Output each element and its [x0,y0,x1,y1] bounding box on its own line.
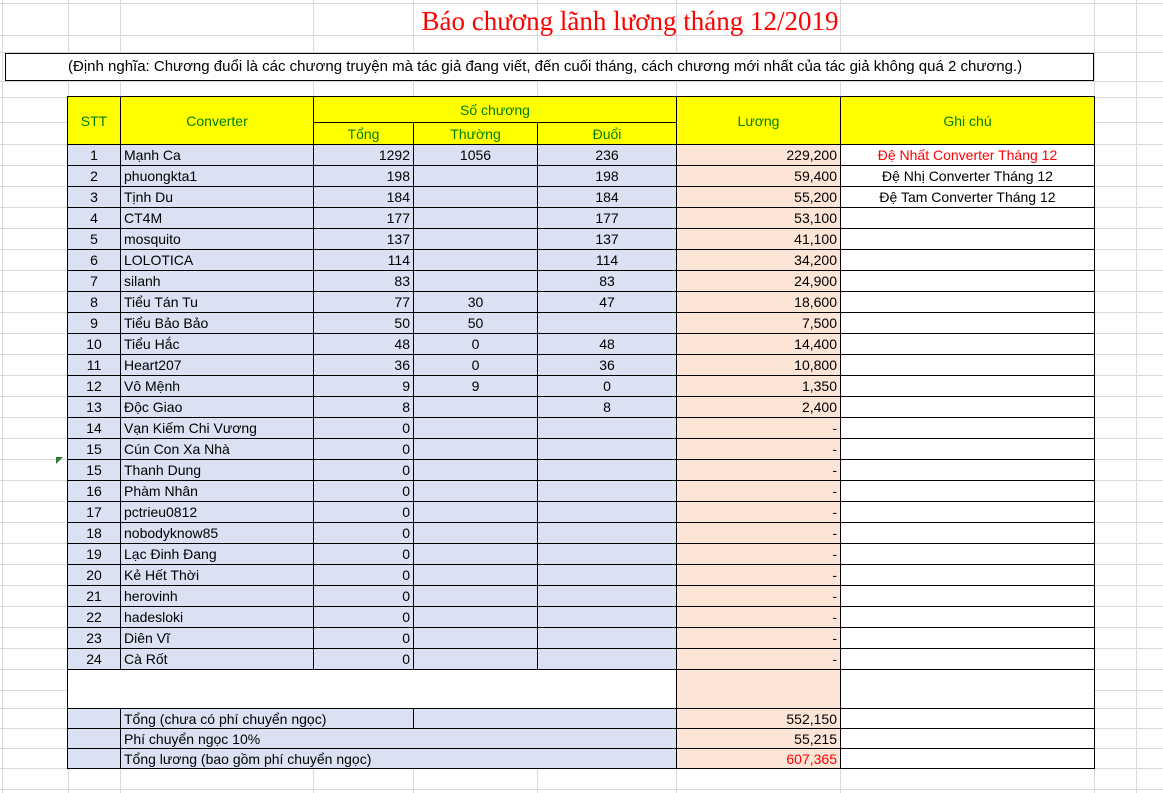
tong-value-cell[interactable]: 184 [314,187,414,208]
converter-name-cell[interactable]: herovinh [121,586,314,607]
stt-cell[interactable]: 16 [68,481,121,502]
duoi-value-cell[interactable] [538,565,677,586]
tong-value-cell[interactable]: 177 [314,208,414,229]
table-row [68,292,1095,313]
tong-value-cell[interactable]: 114 [314,250,414,271]
converter-name-cell[interactable]: Thanh Dung [121,460,314,481]
thuong-value-cell[interactable]: 30 [414,292,538,313]
note-cell[interactable] [841,607,1095,628]
stt-cell[interactable]: 8 [68,292,121,313]
table-body [68,145,1095,670]
luong-value-cell[interactable]: - [677,460,841,481]
thuong-value-cell[interactable]: 0 [414,355,538,376]
stt-cell[interactable]: 6 [68,250,121,271]
tong-value-cell[interactable]: 48 [314,334,414,355]
luong-value-cell[interactable]: 55,200 [677,187,841,208]
luong-value-cell[interactable]: 34,200 [677,250,841,271]
converter-name-cell[interactable]: Tịnh Du [121,187,314,208]
thuong-value-cell[interactable] [414,628,538,649]
report-title[interactable]: Báo chương lãnh lương tháng 12/2019 [421,6,839,36]
converter-name-cell[interactable]: Phàm Nhân [121,481,314,502]
stt-cell[interactable]: 20 [68,565,121,586]
spacer-note-cell[interactable] [841,670,1095,709]
converter-name-cell[interactable]: Vô Mệnh [121,376,314,397]
stt-cell[interactable]: 15 [68,460,121,481]
luong-value-cell[interactable]: - [677,544,841,565]
duoi-value-cell[interactable]: 36 [538,355,677,376]
summary-empty-cell[interactable] [68,709,121,729]
note-cell[interactable]: Đệ Nhị Converter Tháng 12 [841,166,1095,187]
summary-empty-cell[interactable] [68,749,121,769]
stt-cell[interactable]: 14 [68,418,121,439]
duoi-value-cell[interactable] [538,481,677,502]
thuong-value-cell[interactable] [414,523,538,544]
duoi-value-cell[interactable] [538,586,677,607]
stt-cell[interactable]: 15 [68,439,121,460]
thuong-value-cell[interactable]: 9 [414,376,538,397]
table-row [68,229,1095,250]
luong-value-cell[interactable]: 59,400 [677,166,841,187]
converter-name-cell[interactable]: LOLOTICA [121,250,314,271]
luong-value-cell[interactable]: - [677,439,841,460]
converter-name-cell[interactable]: Tiểu Hắc [121,334,314,355]
thuong-value-cell[interactable] [414,439,538,460]
luong-value-cell[interactable]: - [677,523,841,544]
error-indicator-triangle [56,457,63,464]
thuong-value-cell[interactable]: 0 [414,334,538,355]
duoi-value-cell[interactable]: 47 [538,292,677,313]
thuong-value-cell[interactable] [414,271,538,292]
fee-label[interactable]: Phí chuyển ngọc 10% [121,729,677,749]
thuong-value-cell[interactable] [414,586,538,607]
converter-name-cell[interactable]: mosquito [121,229,314,250]
luong-value-cell[interactable]: 53,100 [677,208,841,229]
tong-value-cell[interactable]: 0 [314,544,414,565]
table-row [68,502,1095,523]
stt-cell[interactable]: 5 [68,229,121,250]
thuong-value-cell[interactable] [414,208,538,229]
duoi-value-cell[interactable] [538,649,677,670]
luong-value-cell[interactable]: 24,900 [677,271,841,292]
converter-name-cell[interactable]: Độc Giao [121,397,314,418]
summary-row-fee [68,729,1095,749]
converter-name-cell[interactable]: Lạc Đinh Đang [121,544,314,565]
thuong-value-cell[interactable] [414,250,538,271]
table-row [68,439,1095,460]
note-cell[interactable] [841,292,1095,313]
thuong-value-cell[interactable] [414,187,538,208]
duoi-value-cell[interactable] [538,313,677,334]
duoi-value-cell[interactable]: 198 [538,166,677,187]
tong-value-cell[interactable]: 0 [314,418,414,439]
luong-value-cell[interactable]: 2,400 [677,397,841,418]
converter-name-cell[interactable]: CT4M [121,208,314,229]
stt-cell[interactable]: 11 [68,355,121,376]
spacer-salary-cell[interactable] [677,670,841,709]
spacer-cell[interactable] [68,670,677,709]
summary-note-cell[interactable] [841,709,1095,729]
tong-value-cell[interactable]: 0 [314,460,414,481]
luong-value-cell[interactable]: - [677,586,841,607]
table-row [68,418,1095,439]
note-cell[interactable] [841,502,1095,523]
stt-cell[interactable]: 9 [68,313,121,334]
table-row [68,376,1095,397]
tong-value-cell[interactable]: 0 [314,628,414,649]
table-row [68,481,1095,502]
tong-value-cell[interactable]: 137 [314,229,414,250]
spacer-row [68,670,1095,709]
note-cell[interactable] [841,355,1095,376]
stt-cell[interactable]: 10 [68,334,121,355]
note-cell[interactable] [841,565,1095,586]
duoi-value-cell[interactable]: 184 [538,187,677,208]
note-cell[interactable] [841,523,1095,544]
converter-name-cell[interactable]: Cún Con Xa Nhà [121,439,314,460]
converter-name-cell[interactable]: Vạn Kiếm Chi Vương [121,418,314,439]
header-ghi-chu[interactable]: Ghi chú [841,97,1095,145]
subtotal-value[interactable]: 552,150 [677,709,841,729]
luong-value-cell[interactable]: - [677,481,841,502]
tong-value-cell[interactable]: 0 [314,523,414,544]
summary-note-cell[interactable] [841,729,1095,749]
note-cell[interactable] [841,649,1095,670]
table-row [68,628,1095,649]
stt-cell[interactable]: 21 [68,586,121,607]
note-cell[interactable] [841,334,1095,355]
converter-name-cell[interactable]: Heart207 [121,355,314,376]
table-row [68,334,1095,355]
luong-value-cell[interactable]: 7,500 [677,313,841,334]
header-stt[interactable]: STT [68,97,121,145]
stt-cell[interactable]: 24 [68,649,121,670]
duoi-value-cell[interactable]: 0 [538,376,677,397]
stt-cell[interactable]: 13 [68,397,121,418]
table-row [68,250,1095,271]
definition-note[interactable]: (Định nghĩa: Chương đuổi là các chương truyện mà tác giả đang viết, đến cuối tháng, cách chương mới nhất của tác giả không quá 2 chương.) [5,53,1094,81]
thuong-value-cell[interactable] [414,166,538,187]
stt-cell[interactable]: 2 [68,166,121,187]
luong-value-cell[interactable]: 14,400 [677,334,841,355]
thuong-value-cell[interactable] [414,460,538,481]
note-cell[interactable] [841,439,1095,460]
summary-empty-cell[interactable] [68,729,121,749]
thuong-value-cell[interactable] [414,607,538,628]
header-duoi[interactable]: Đuổi [538,123,677,145]
note-cell[interactable] [841,460,1095,481]
stt-cell[interactable]: 22 [68,607,121,628]
note-cell[interactable] [841,229,1095,250]
luong-value-cell[interactable]: - [677,649,841,670]
table-row [68,607,1095,628]
table-row [68,208,1095,229]
total-label[interactable]: Tổng lương (bao gồm phí chuyển ngọc) [121,749,677,769]
table-footer [68,670,1095,769]
total-value[interactable]: 607,365 [677,749,841,769]
tong-value-cell[interactable]: 0 [314,565,414,586]
thuong-value-cell[interactable] [414,418,538,439]
table-row [68,523,1095,544]
table-row [68,565,1095,586]
stt-cell[interactable]: 12 [68,376,121,397]
converter-name-cell[interactable]: silanh [121,271,314,292]
thuong-value-cell[interactable] [414,502,538,523]
table-row [68,313,1095,334]
luong-value-cell[interactable]: - [677,502,841,523]
luong-value-cell[interactable]: - [677,565,841,586]
summary-empty-cell[interactable] [414,709,677,729]
table-row [68,397,1095,418]
tong-value-cell[interactable]: 36 [314,355,414,376]
table-row [68,271,1095,292]
note-cell[interactable]: Đệ Tam Converter Tháng 12 [841,187,1095,208]
luong-value-cell[interactable]: 18,600 [677,292,841,313]
thuong-value-cell[interactable] [414,229,538,250]
table-row [68,166,1095,187]
tong-value-cell[interactable]: 0 [314,502,414,523]
table-row [68,355,1095,376]
luong-value-cell[interactable]: - [677,607,841,628]
subtotal-label[interactable]: Tổng (chưa có phí chuyển ngọc) [121,709,414,729]
note-cell[interactable] [841,313,1095,334]
note-cell[interactable] [841,376,1095,397]
table-row [68,586,1095,607]
note-cell[interactable] [841,418,1095,439]
stt-cell[interactable]: 4 [68,208,121,229]
converter-name-cell[interactable]: Mạnh Ca [121,145,314,166]
tong-value-cell[interactable]: 1292 [314,145,414,166]
converter-name-cell[interactable]: pctrieu0812 [121,502,314,523]
thuong-value-cell[interactable] [414,649,538,670]
note-cell[interactable] [841,481,1095,502]
stt-cell[interactable]: 19 [68,544,121,565]
salary-table [67,96,1095,769]
table-row [68,145,1095,166]
tong-value-cell[interactable]: 0 [314,586,414,607]
header-tong[interactable]: Tổng [314,123,414,145]
note-cell[interactable] [841,208,1095,229]
duoi-value-cell[interactable] [538,523,677,544]
note-cell[interactable] [841,250,1095,271]
duoi-value-cell[interactable] [538,628,677,649]
table-row [68,187,1095,208]
header-converter[interactable]: Converter [121,97,314,145]
tong-value-cell[interactable]: 83 [314,271,414,292]
luong-value-cell[interactable]: 1,350 [677,376,841,397]
luong-value-cell[interactable]: 229,200 [677,145,841,166]
thuong-value-cell[interactable]: 1056 [414,145,538,166]
fee-value[interactable]: 55,215 [677,729,841,749]
stt-cell[interactable]: 23 [68,628,121,649]
note-cell[interactable] [841,271,1095,292]
note-cell[interactable] [841,628,1095,649]
stt-cell[interactable]: 17 [68,502,121,523]
table-header [68,97,1095,145]
tong-value-cell[interactable]: 0 [314,439,414,460]
converter-name-cell[interactable]: Diên Vĩ [121,628,314,649]
duoi-value-cell[interactable] [538,607,677,628]
converter-name-cell[interactable]: Tiểu Bảo Bảo [121,313,314,334]
converter-name-cell[interactable]: Tiểu Tán Tu [121,292,314,313]
tong-value-cell[interactable]: 8 [314,397,414,418]
converter-name-cell[interactable]: Cà Rốt [121,649,314,670]
converter-name-cell[interactable]: nobodyknow85 [121,523,314,544]
stt-cell[interactable]: 18 [68,523,121,544]
table-row [68,544,1095,565]
tong-value-cell[interactable]: 0 [314,649,414,670]
tong-value-cell[interactable]: 9 [314,376,414,397]
note-cell[interactable]: Đệ Nhất Converter Tháng 12 [841,145,1095,166]
note-cell[interactable] [841,544,1095,565]
summary-note-cell[interactable] [841,749,1095,769]
duoi-value-cell[interactable] [538,439,677,460]
duoi-value-cell[interactable]: 48 [538,334,677,355]
header-thuong[interactable]: Thường [414,123,538,145]
header-luong[interactable]: Lương [677,97,841,145]
thuong-value-cell[interactable]: 50 [414,313,538,334]
thuong-value-cell[interactable] [414,544,538,565]
duoi-value-cell[interactable] [538,460,677,481]
tong-value-cell[interactable]: 0 [314,481,414,502]
duoi-value-cell[interactable]: 236 [538,145,677,166]
header-so-chuong[interactable]: Số chương [314,97,677,123]
tong-value-cell[interactable]: 50 [314,313,414,334]
table-row [68,460,1095,481]
tong-value-cell[interactable]: 0 [314,607,414,628]
duoi-value-cell[interactable]: 177 [538,208,677,229]
duoi-value-cell[interactable]: 114 [538,250,677,271]
converter-name-cell[interactable]: phuongkta1 [121,166,314,187]
table-row [68,649,1095,670]
luong-value-cell[interactable]: - [677,418,841,439]
thuong-value-cell[interactable] [414,397,538,418]
summary-row-total [68,749,1095,769]
note-cell[interactable] [841,397,1095,418]
duoi-value-cell[interactable]: 8 [538,397,677,418]
tong-value-cell[interactable]: 77 [314,292,414,313]
duoi-value-cell[interactable]: 83 [538,271,677,292]
summary-row-subtotal [68,709,1095,729]
luong-value-cell[interactable]: 10,800 [677,355,841,376]
duoi-value-cell[interactable]: 137 [538,229,677,250]
luong-value-cell[interactable]: - [677,628,841,649]
note-cell[interactable] [841,586,1095,607]
thuong-value-cell[interactable] [414,481,538,502]
stt-cell[interactable]: 7 [68,271,121,292]
stt-cell[interactable]: 1 [68,145,121,166]
duoi-value-cell[interactable] [538,544,677,565]
stt-cell[interactable]: 3 [68,187,121,208]
luong-value-cell[interactable]: 41,100 [677,229,841,250]
duoi-value-cell[interactable] [538,418,677,439]
duoi-value-cell[interactable] [538,502,677,523]
thuong-value-cell[interactable] [414,565,538,586]
converter-name-cell[interactable]: hadesloki [121,607,314,628]
tong-value-cell[interactable]: 198 [314,166,414,187]
converter-name-cell[interactable]: Kẻ Hết Thời [121,565,314,586]
